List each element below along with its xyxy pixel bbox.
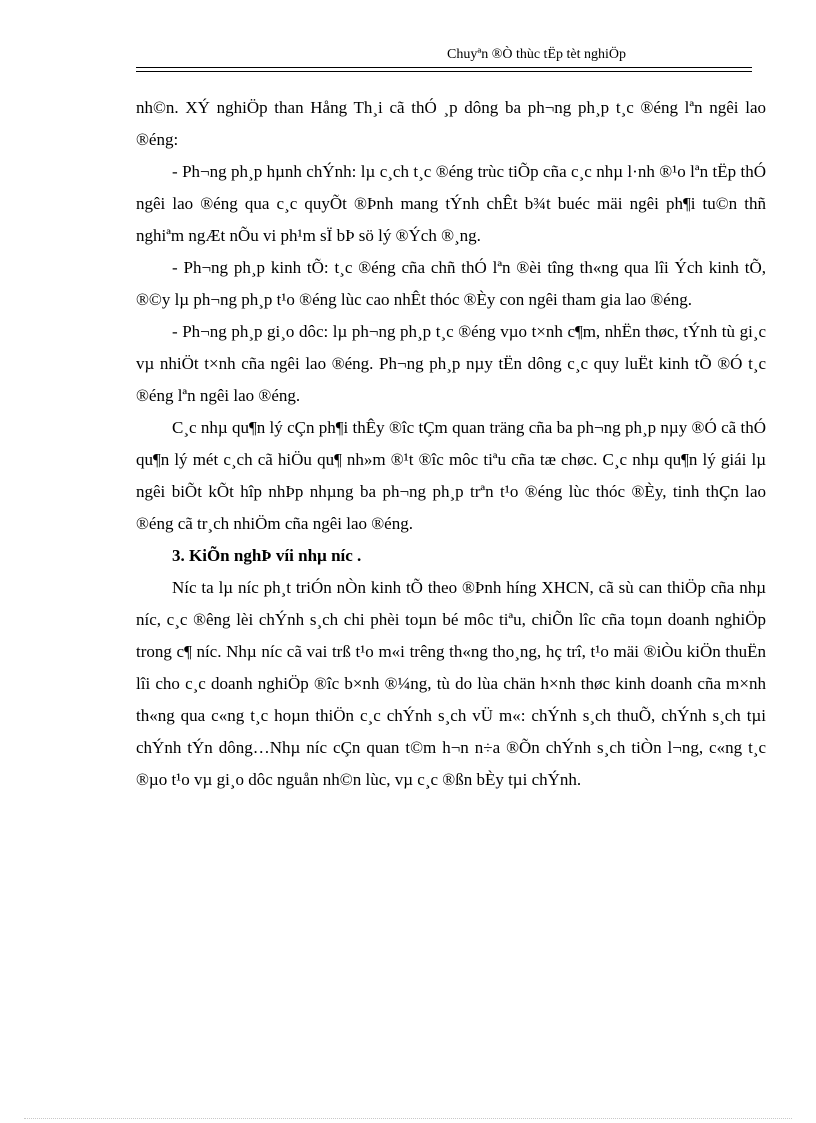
paragraph-intro: nh©n. XÝ nghiÖp than Hång Th¸i cã thÓ ¸p dông ba ph¬ng ph¸p t¸c ®éng lªn ngêi lao ®éng:	[136, 98, 766, 149]
section-heading: 3. KiÕn nghÞ víi nhµ níc .	[172, 546, 362, 565]
paragraph-state-recommendation: Níc ta lµ níc ph¸t triÓn nÒn kinh tÕ theo ®Þnh híng XHCN, cã sù can thiÖp cña nhµ níc, c¸c ®êng lèi chÝnh s¸ch chi phèi toµn bé môc tiªu, chiÕn lîc cña toµn doanh nghiÖp trong c¶ níc. Nhµ níc cã vai trß t¹o m«i trêng th«ng tho¸ng, hç trî, t¹o mäi ®iÒu kiÖn thuËn lîi cho c¸c doanh nghiÖp ®îc b×nh ®¼ng, tù do lùa chän h×nh thøc kinh doanh cña m×nh th«ng qua c«ng t¸c hoµn thiÖn c¸c chÝnh s¸ch vÜ m«: chÝnh s¸ch thuÕ, chÝnh s¸ch tµi chÝnh tÝn dông…Nhµ níc cÇn quan t©m h¬n n÷a ®Õn chÝnh s¸ch tiÒn l¬ng, c«ng t¸c ®µo t¹o vµ gi¸o dôc nguån nh©n lùc, vµ c¸c ®ßn bÈy tµi chÝnh.	[136, 578, 766, 789]
page-bottom-border	[24, 1118, 792, 1119]
page-header	[136, 46, 752, 64]
header-rule-thick	[136, 67, 752, 68]
header-rule-thin	[136, 71, 752, 72]
paragraph-administrative-method: - Ph¬ng ph¸p hµnh chÝnh: lµ c¸ch t¸c ®éng trùc tiÕp cña c¸c nhµ l·nh ®¹o lªn tËp thÓ ngêi lao ®éng qua c¸c quyÕt ®Þnh mang tÝnh chÊt b¾t buéc mäi ngêi ph¶i tu©n thñ nghiªm ngÆt nÕu vi ph¹m sÏ bÞ sö lý ®Ých ®¸ng.	[136, 162, 766, 245]
paragraph-managers: C¸c nhµ qu¶n lý cÇn ph¶i thÊy ®îc tÇm quan träng cña ba ph¬ng ph¸p nµy ®Ó cã thÓ qu¶n lý mét c¸ch cã hiÖu qu¶ nh»m ®¹t ®îc môc tiªu cña tæ chøc. C¸c nhµ qu¶n lý giái lµ ngêi biÕt kÕt hîp nhÞp nhµng ba ph¬ng ph¸p trªn t¹o ®éng lùc thóc ®Èy, tinh thÇn lao ®éng cã tr¸ch nhiÖm cña ngêi lao ®éng.	[136, 418, 766, 533]
paragraph-education-method: - Ph¬ng ph¸p gi¸o dôc: lµ ph¬ng ph¸p t¸c ®éng vµo t×nh c¶m, nhËn thøc, tÝnh tù gi¸c vµ nhiÖt t×nh cña ngêi lao ®éng. Ph¬ng ph¸p nµy tËn dông c¸c quy luËt kinh tÕ ®Ó t¸c ®éng lªn ngêi lao ®éng.	[136, 322, 766, 405]
paragraph-economic-method: - Ph¬ng ph¸p kinh tÕ: t¸c ®éng cña chñ thÓ lªn ®èi tîng th«ng qua lîi Ých kinh tÕ, ®©y lµ ph¬ng ph¸p t¹o ®éng lùc cao nhÊt thóc ®Èy con ngêi tham gia lao ®éng.	[136, 258, 766, 309]
document-body	[136, 92, 766, 796]
header-title: Chuyªn ®Ò thùc tËp tèt nghiÖp	[447, 47, 626, 62]
